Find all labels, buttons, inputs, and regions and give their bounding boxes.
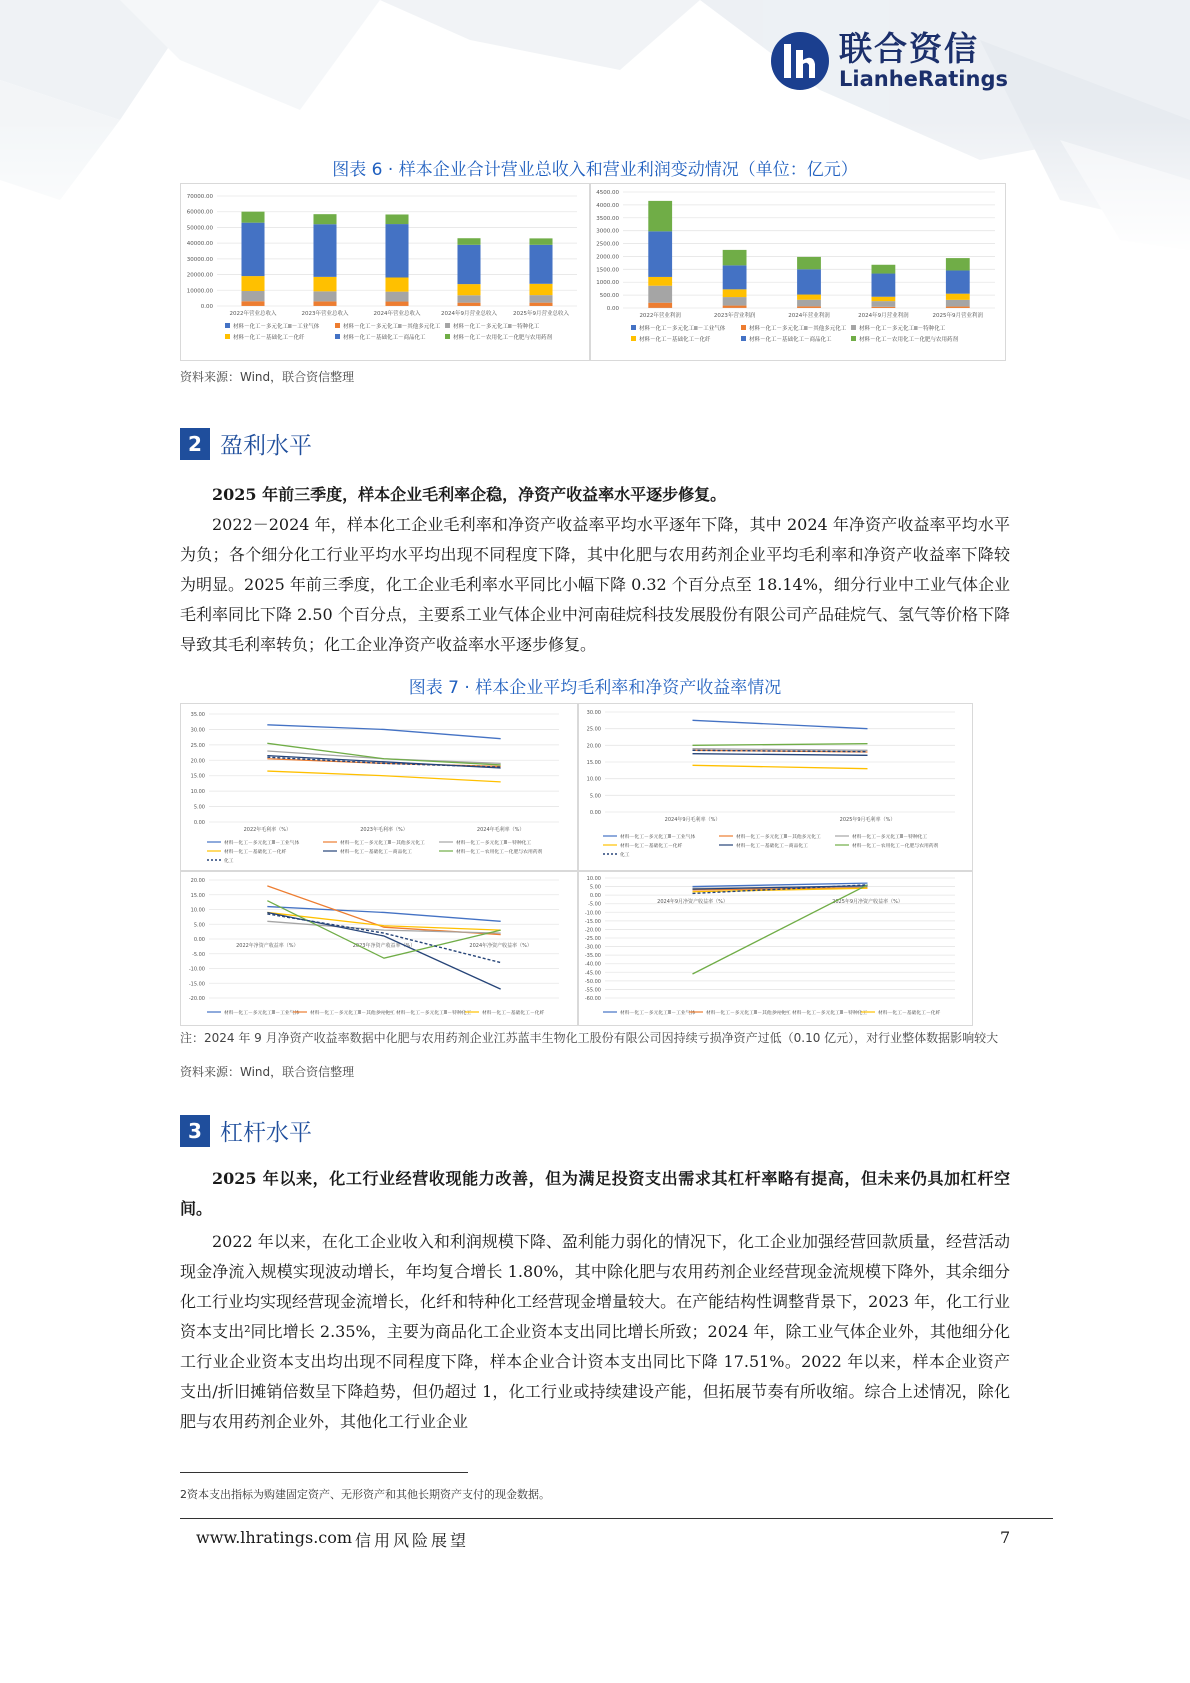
y-tick-label: 0.00 — [606, 306, 619, 312]
y-tick-label: -10.00 — [584, 910, 601, 917]
y-tick-label: -15.00 — [584, 918, 601, 925]
y-tick-label: 0.00 — [193, 937, 205, 943]
bar-segment — [871, 307, 895, 308]
legend-label: 材料－化工－基础化工－商品化工 — [736, 844, 808, 849]
y-tick-label: 15.00 — [190, 773, 205, 780]
y-tick-label: 10.00 — [190, 907, 205, 914]
legend-label: 材料－化工－多元化工Ⅲ－其他多元化工 — [749, 326, 847, 332]
x-tick-label: 2024年净资产收益率（%） — [469, 943, 532, 949]
x-tick-label: 2025年9月毛利率（%） — [839, 817, 896, 823]
chart-roe-panel — [180, 871, 578, 1026]
y-tick-label: 0.00 — [193, 820, 205, 826]
x-tick-label: 2022年毛利率（%） — [243, 827, 292, 833]
legend-label: 材料－化工－基础化工－化纤 — [639, 337, 711, 343]
bar-segment — [241, 291, 264, 301]
bar-segment — [241, 223, 264, 276]
bar-segment — [871, 301, 895, 307]
bar-segment — [313, 224, 336, 277]
y-tick-label: 20.00 — [190, 878, 205, 884]
x-tick-label: 2024年营业利润 — [788, 313, 830, 319]
y-tick-label: 15.00 — [190, 892, 205, 899]
bar-segment — [385, 224, 408, 277]
bar-segment — [723, 297, 747, 306]
bar-segment — [529, 284, 552, 295]
footer-divider — [180, 1518, 1053, 1519]
legend-label: 材料－化工－多元化工Ⅲ－特种化工 — [456, 841, 532, 846]
x-tick-label: 2024年毛利率（%） — [476, 827, 525, 833]
y-tick-label: 20000.00 — [186, 272, 213, 279]
bar-segment — [946, 307, 970, 308]
legend-swatch — [631, 325, 636, 330]
bar-segment — [797, 295, 821, 300]
legend-swatch — [741, 325, 746, 330]
legend-swatch — [445, 323, 450, 328]
legend-label: 材料－化工－多元化工Ⅲ－其他多元化工 — [340, 841, 425, 846]
legend-label: 材料－化工－多元化工Ⅲ－工业气体 — [639, 326, 726, 332]
x-tick-label: 2023年毛利率（%） — [360, 827, 408, 833]
bar-segment — [797, 257, 821, 269]
y-tick-label: 35.00 — [190, 712, 205, 718]
y-tick-label: 5.00 — [589, 793, 601, 800]
bar-segment — [241, 276, 264, 291]
bar-segment — [457, 284, 480, 295]
legend-label: 材料－化工－农用化工－化肥与农用药剂 — [453, 335, 553, 341]
legend-swatch — [851, 325, 856, 330]
profit-stacked-bar-chart — [591, 184, 1005, 360]
bar-segment — [648, 286, 672, 303]
legend-label: 化工 — [224, 859, 234, 864]
y-tick-label: 500.00 — [599, 293, 619, 300]
footnote: 2资本支出指标为购建固定资产、无形资产和其他长期资产支付的现金数据。 — [180, 1488, 550, 1501]
y-tick-label: 0.00 — [589, 893, 601, 900]
y-tick-label: 4000.00 — [596, 202, 619, 209]
x-tick-label: 2024年9月营业总收入 — [441, 311, 497, 317]
legend-label: 材料－化工－多元化工Ⅲ－其他多元化工 — [310, 1011, 395, 1016]
y-tick-label: 60000.00 — [186, 209, 213, 216]
x-tick-label: 2025年9月营业利润 — [932, 313, 984, 319]
bar-segment — [797, 300, 821, 307]
x-tick-label: 2022年净资产收益率（%） — [236, 943, 299, 949]
bar-segment — [723, 265, 747, 289]
series-line — [267, 725, 500, 739]
series-line — [693, 765, 868, 768]
bar-segment — [385, 277, 408, 291]
y-tick-label: 5.00 — [193, 922, 205, 929]
chart-gross-margin-sep-panel — [578, 703, 973, 871]
legend-swatch — [335, 323, 340, 328]
figure-7-title: 图表 7 · 样本企业平均毛利率和净资产收益率情况 — [408, 678, 782, 698]
legend-label: 材料－化工－多元化工Ⅲ－特种化工 — [792, 1011, 868, 1016]
y-tick-label: 2000.00 — [596, 254, 619, 261]
x-tick-label: 2023年净资产收益率（%） — [352, 943, 416, 949]
legend-label: 材料－化工－多元化工Ⅲ－其他多元化工 — [706, 1011, 791, 1016]
bar-segment — [797, 269, 821, 294]
legend-label: 材料－化工－基础化工－化纤 — [224, 850, 287, 855]
y-tick-label: -40.00 — [584, 961, 601, 968]
legend-label: 材料－化工－农用化工－化肥与农用药剂 — [456, 850, 543, 855]
legend-label: 材料－化工－多元化工Ⅲ－其他多元化工 — [343, 324, 441, 330]
legend-label: 材料－化工－基础化工－化纤 — [233, 335, 305, 341]
y-tick-label: 10000.00 — [186, 288, 213, 295]
section-2-lead-paragraph: 2025 年前三季度，样本企业毛利率企稳，净资产收益率水平逐步修复。 — [212, 485, 727, 504]
logo-english-name: LianheRatings — [839, 67, 1008, 91]
legend-swatch — [225, 323, 230, 328]
y-tick-label: -30.00 — [584, 944, 601, 951]
bar-segment — [871, 274, 895, 297]
y-tick-label: 1000.00 — [596, 280, 619, 287]
legend-label: 材料－化工－多元化工Ⅲ－其他多元化工 — [736, 835, 821, 840]
bar-segment — [723, 306, 747, 308]
roe-sep-line-chart — [579, 872, 972, 1025]
bar-segment — [385, 292, 408, 302]
y-tick-label: -20.00 — [584, 927, 601, 934]
legend-swatch — [335, 334, 340, 339]
y-tick-label: 30.00 — [190, 727, 205, 734]
figure-6-source: 资料来源：Wind，联合资信整理 — [180, 370, 355, 384]
bar-segment — [529, 303, 552, 306]
legend-label: 材料－化工－基础化工－化纤 — [620, 844, 683, 849]
logo-chinese-name: 联合资信 — [839, 29, 980, 68]
y-tick-label: -35.00 — [584, 953, 601, 960]
y-tick-label: 50000.00 — [186, 225, 213, 232]
bar-segment — [946, 258, 970, 270]
y-tick-label: 20.00 — [586, 743, 601, 750]
bar-segment — [457, 303, 480, 306]
legend-label: 材料－化工－基础化工－化纤 — [878, 1011, 941, 1016]
x-tick-label: 2025年9月净资产收益率（%） — [832, 899, 903, 906]
section-title: 盈利水平 — [220, 433, 312, 459]
bar-segment — [529, 245, 552, 284]
y-tick-label: 10.00 — [586, 776, 601, 783]
section-3-body-paragraph: 2022 年以来，在化工企业收入和利润规模下降、盈利能力弱化的情况下，化工企业加强经营回款质量，经营活动现金净流入规模实现波动增长，年均复合增长 1.80%，其中除化肥与农用药剂企业经营现金流规模下降外，其余细分化工行业均实现经营现金流增长，化纤和特种化工经营现金增量较大。在产能结构性调整背景下，2023 年，化工行业资本支出²同比增长 2.35%，主要为商品化工企业资本支出同比增长所致；2024 年，除工业气体企业外，其他细分化工行业企业资本支出均出现不同程度下降，样本企业合计资本支出同比下降 17.51%。2022 年以来，样本企业资产支出/折旧摊销倍数呈下降趋势，但仍超过 1，化工行业或持续建设产能，但拓展节奏有所收缩。综合上述情况，除化肥与农用药剂企业外，其他化工行业企业 — [180, 1232, 1010, 1431]
y-tick-label: 30.00 — [586, 710, 601, 716]
bar-segment — [457, 238, 480, 245]
company-logo — [769, 30, 1008, 92]
y-tick-label: 3000.00 — [596, 228, 619, 235]
y-tick-label: -20.00 — [188, 996, 205, 1002]
figure-6-title: 图表 6 · 样本企业合计营业总收入和营业利润变动情况（单位：亿元） — [332, 160, 858, 180]
x-tick-label: 2023年营业利润 — [713, 313, 756, 319]
bar-segment — [871, 297, 895, 301]
bar-segment — [648, 277, 672, 286]
y-tick-label: 3500.00 — [596, 215, 619, 222]
gross-margin-line-chart — [181, 704, 577, 870]
section-number: 3 — [180, 1115, 210, 1147]
y-tick-label: 40000.00 — [186, 241, 213, 248]
legend-label: 材料－化工－多元化工Ⅲ－特种化工 — [852, 835, 928, 840]
y-tick-label: -25.00 — [584, 936, 601, 942]
y-tick-label: -50.00 — [584, 978, 601, 985]
gross-margin-sep-line-chart — [579, 704, 972, 870]
bar-segment — [946, 300, 970, 307]
legend-label: 材料－化工－基础化工－化纤 — [482, 1011, 545, 1016]
series-line — [267, 771, 500, 782]
legend-label: 材料－化工－多元化工Ⅲ－工业气体 — [620, 1011, 696, 1016]
y-tick-label: -45.00 — [584, 970, 601, 977]
bar-segment — [313, 214, 336, 224]
x-tick-label: 2025年9月营业总收入 — [513, 311, 569, 317]
bar-segment — [871, 265, 895, 274]
footnote-divider — [180, 1472, 468, 1473]
y-tick-label: -55.00 — [584, 987, 601, 994]
y-tick-label: 0.00 — [200, 304, 213, 310]
y-tick-label: 25.00 — [586, 726, 601, 733]
legend-label: 材料－化工－农用化工－化肥与农用药剂 — [852, 844, 939, 849]
legend-swatch — [445, 334, 450, 339]
bar-segment — [946, 270, 970, 293]
bar-segment — [529, 295, 552, 303]
section-title: 杠杆水平 — [220, 1120, 312, 1146]
bar-segment — [648, 231, 672, 277]
bar-segment — [946, 294, 970, 300]
bar-segment — [457, 245, 480, 284]
x-tick-label: 2024年9月营业利润 — [858, 313, 909, 319]
bar-segment — [385, 214, 408, 224]
y-tick-label: 25.00 — [190, 742, 205, 749]
section-2-heading — [180, 427, 312, 460]
lianhe-logo-icon — [769, 30, 831, 92]
y-tick-label: 15.00 — [586, 760, 601, 766]
bar-segment — [723, 250, 747, 265]
legend-swatch — [631, 336, 636, 341]
footer-publication-name: 信用风险展望 — [355, 1531, 470, 1550]
y-tick-label: 10.00 — [190, 789, 205, 796]
chart-gross-margin-panel — [180, 703, 578, 871]
y-tick-label: 5.00 — [193, 804, 205, 811]
roe-line-chart — [181, 872, 577, 1025]
legend-swatch — [741, 336, 746, 341]
legend-label: 材料－化工－多元化工Ⅲ－特种化工 — [453, 324, 540, 330]
bar-segment — [313, 301, 336, 306]
series-line — [693, 754, 868, 756]
legend-label: 材料－化工－农用化工－化肥与农用药剂 — [859, 337, 959, 343]
y-tick-label: 4500.00 — [596, 190, 619, 196]
x-tick-label: 2022年营业利润 — [639, 313, 681, 319]
footer-website-link[interactable]: www.lhratings.com — [196, 1528, 353, 1547]
series-line — [267, 886, 500, 935]
y-tick-label: 20.00 — [190, 758, 205, 765]
bar-segment — [241, 212, 264, 223]
x-tick-label: 2024年营业总收入 — [373, 311, 421, 317]
y-tick-label: 2500.00 — [596, 241, 619, 248]
bar-segment — [313, 277, 336, 291]
chart-revenue-panel — [180, 183, 590, 361]
legend-label: 材料－化工－多元化工Ⅲ－工业气体 — [620, 835, 696, 840]
legend-swatch — [225, 334, 230, 339]
y-tick-label: -5.00 — [588, 901, 601, 908]
bar-segment — [241, 301, 264, 306]
y-tick-label: 5.00 — [589, 884, 601, 891]
legend-label: 化工 — [620, 853, 630, 858]
page-number: 7 — [1000, 1528, 1011, 1547]
y-tick-label: 0.00 — [589, 810, 601, 816]
x-tick-label: 2023年营业总收入 — [301, 311, 349, 317]
x-tick-label: 2022年营业总收入 — [229, 311, 277, 317]
bar-segment — [313, 291, 336, 301]
y-tick-label: -10.00 — [188, 966, 205, 973]
figure-7-source: 资料来源：Wind，联合资信整理 — [180, 1065, 355, 1079]
legend-swatch — [851, 336, 856, 341]
section-2-body-paragraph: 2022－2024 年，样本化工企业毛利率和净资产收益率平均水平逐年下降，其中 2024 年净资产收益率平均水平为负；各个细分化工行业平均水平均出现不同程度下降，其中化肥与农用药剂企业平均毛利率和净资产收益率下降较为明显。2025 年前三季度，化工企业毛利率水平同比小幅下降 0.32 个百分点至 18.14%，细分行业中工业气体企业毛利率同比下降 2.50 个百分点，主要系工业气体企业中河南硅烷科技发展股份有限公司产品硅烷气、氢气等价格下降导致其毛利率转负；化工企业净资产收益率水平逐步修复。 — [180, 515, 1010, 654]
x-tick-label: 2024年9月毛利率（%） — [664, 817, 721, 823]
y-tick-label: 1500.00 — [596, 267, 619, 274]
bar-segment — [457, 295, 480, 302]
legend-label: 材料－化工－基础化工－商品化工 — [749, 337, 832, 343]
y-tick-label: -5.00 — [192, 951, 205, 958]
bar-segment — [797, 306, 821, 308]
y-tick-label: 30000.00 — [186, 256, 213, 263]
chart-profit-panel — [590, 183, 1006, 361]
bar-segment — [529, 238, 552, 244]
y-tick-label: 70000.00 — [186, 194, 213, 200]
section-3-heading — [180, 1114, 312, 1147]
figure-7-note: 注：2024 年 9 月净资产收益率数据中化肥与农用药剂企业江苏蓝丰生物化工股份有限公司因持续亏损净资产过低（0.10 亿元），对行业整体数据影响较大 — [180, 1031, 999, 1045]
section-3-lead-paragraph: 2025 年以来，化工行业经营收现能力改善，但为满足投资支出需求其杠杆率略有提高，但未来仍具加杠杆空间。 — [180, 1169, 1010, 1218]
legend-label: 材料－化工－基础化工－商品化工 — [343, 335, 426, 341]
legend-label: 材料－化工－多元化工Ⅲ－工业气体 — [233, 324, 320, 330]
legend-label: 材料－化工－多元化工Ⅲ－工业气体 — [224, 1011, 300, 1016]
series-line — [693, 720, 868, 728]
bar-segment — [723, 289, 747, 297]
y-tick-label: 10.00 — [586, 876, 601, 882]
legend-label: 材料－化工－基础化工－商品化工 — [340, 850, 412, 855]
bar-segment — [648, 201, 672, 231]
bar-segment — [648, 303, 672, 308]
x-tick-label: 2024年9月净资产收益率（%） — [657, 899, 728, 906]
legend-label: 材料－化工－多元化工Ⅲ－特种化工 — [859, 326, 946, 332]
y-tick-label: -60.00 — [584, 996, 601, 1002]
bar-segment — [385, 302, 408, 306]
chart-roe-sep-panel — [578, 871, 973, 1026]
section-number: 2 — [180, 428, 210, 460]
legend-label: 材料－化工－多元化工Ⅲ－特种化工 — [396, 1011, 472, 1016]
revenue-stacked-bar-chart — [181, 184, 589, 360]
legend-label: 材料－化工－多元化工Ⅲ－工业气体 — [224, 841, 300, 846]
y-tick-label: -15.00 — [188, 981, 205, 988]
